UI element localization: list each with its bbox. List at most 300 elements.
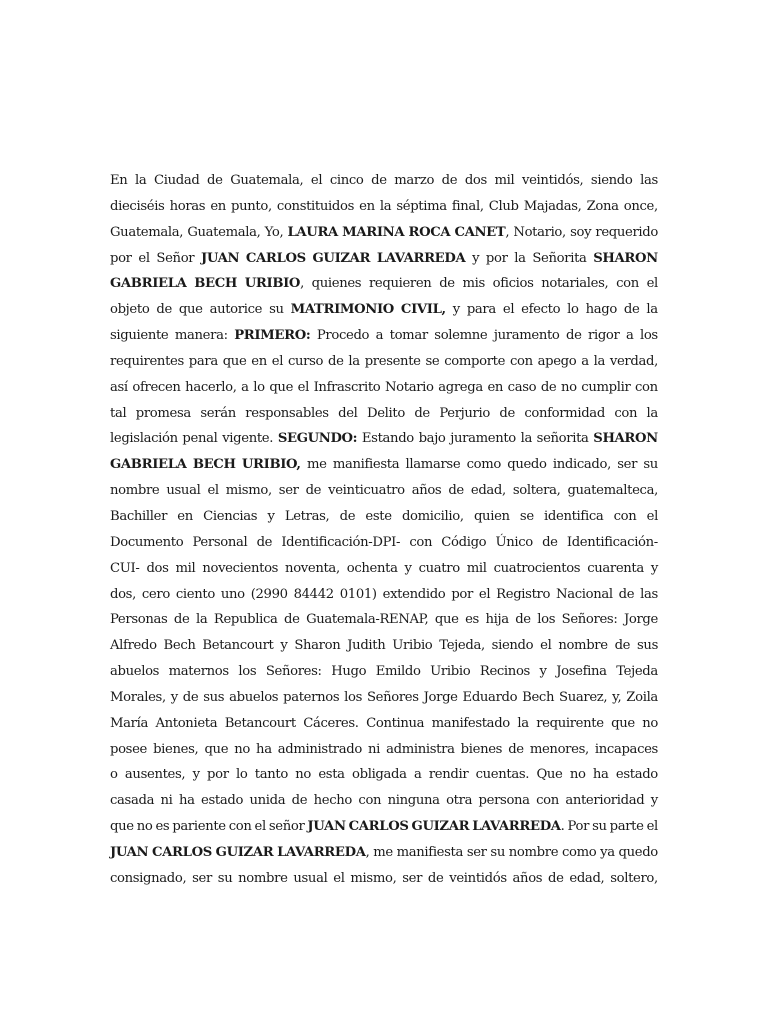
- word: [110, 866, 186, 892]
- word-text: guatemalteca,: [567, 483, 658, 499]
- word: [450, 426, 516, 452]
- word-text: veintidós,: [522, 173, 584, 188]
- word-text: de: [448, 483, 464, 499]
- word: [449, 866, 506, 892]
- word: [406, 452, 461, 478]
- word: [142, 582, 170, 608]
- bold-word: CANET: [454, 224, 506, 240]
- word: [110, 349, 184, 375]
- word-text: efecto: [521, 302, 561, 318]
- word-text: de: [328, 353, 344, 369]
- text-line: [110, 478, 658, 504]
- word: [616, 271, 639, 297]
- word-text: de: [515, 612, 531, 628]
- word-text: novecientos: [202, 560, 279, 576]
- word-text: cumplir: [581, 379, 631, 395]
- word: [307, 814, 345, 840]
- word-text: de: [614, 638, 631, 654]
- word: [414, 401, 430, 427]
- word: [153, 737, 198, 763]
- word: [496, 582, 550, 608]
- word: [194, 271, 237, 297]
- word: [110, 556, 139, 582]
- word-text: abuelos: [110, 664, 160, 680]
- word: [349, 814, 409, 840]
- word: [369, 271, 432, 297]
- word-text: con: [509, 353, 533, 369]
- word: [479, 788, 530, 814]
- word: [513, 478, 561, 504]
- word: [110, 194, 164, 220]
- word-text: Jorge: [423, 689, 458, 705]
- word: [624, 297, 640, 323]
- word-text: juramento: [493, 328, 560, 344]
- word: [187, 220, 260, 246]
- word: [110, 426, 178, 452]
- word-text: quien: [473, 508, 510, 524]
- word: [314, 375, 381, 401]
- word-text: Procedo: [316, 328, 370, 344]
- word: [461, 737, 502, 763]
- word-text: cinco: [329, 173, 364, 188]
- word: [651, 788, 658, 814]
- word-text: hago: [585, 302, 617, 318]
- word-text: serán: [200, 405, 236, 421]
- word-text: quedo: [618, 844, 658, 860]
- word-text: Bech: [163, 638, 196, 654]
- word-text: que: [269, 379, 294, 395]
- word: [388, 788, 440, 814]
- word: [647, 401, 658, 427]
- word-text: el: [646, 508, 658, 524]
- word-text: y: [650, 793, 658, 809]
- word: [202, 633, 273, 659]
- word-text: esta: [318, 767, 345, 783]
- word-text: cuatrocientos: [493, 560, 581, 576]
- text-line: [110, 194, 658, 220]
- word-text: responsables: [245, 405, 329, 421]
- word: [486, 246, 508, 272]
- text-line: [110, 607, 658, 633]
- word-text: años: [512, 870, 543, 886]
- word-text: llamarse: [405, 457, 461, 473]
- word: [377, 246, 465, 272]
- word: [635, 375, 658, 401]
- word: [110, 762, 118, 788]
- word-text: tal: [110, 405, 127, 421]
- word-text: ha: [592, 767, 609, 783]
- word: [517, 711, 528, 737]
- word: [365, 504, 391, 530]
- word: [164, 633, 196, 659]
- word-text: estado: [615, 767, 658, 783]
- word-text: rendir: [428, 767, 469, 783]
- word-text: apego: [537, 353, 577, 369]
- word: [453, 297, 460, 323]
- word-text: requerido: [595, 224, 658, 240]
- word: [204, 737, 228, 763]
- word-text: y: [452, 302, 460, 318]
- word-text: de: [441, 173, 458, 188]
- bold-word: PRIMERO:: [234, 328, 311, 344]
- text-line: [110, 401, 658, 427]
- word: [348, 349, 359, 375]
- word-text: Tejeda,: [439, 638, 485, 654]
- word: [465, 168, 487, 194]
- word: [419, 426, 446, 452]
- word: [513, 220, 566, 246]
- word-text: de: [542, 534, 558, 550]
- bold-word: GABRIELA: [110, 276, 187, 292]
- word: [540, 659, 547, 685]
- word-text: Señor: [156, 250, 195, 266]
- word: [203, 685, 224, 711]
- word-text: tanto: [254, 767, 288, 783]
- word-text: o: [110, 767, 118, 783]
- word: [647, 814, 658, 840]
- word: [520, 504, 534, 530]
- text-line: [110, 737, 658, 763]
- word: [179, 297, 203, 323]
- word: [614, 401, 637, 427]
- word-text: Suarez,: [559, 689, 608, 705]
- word: [269, 297, 284, 323]
- word-text: Único: [495, 534, 533, 550]
- word: [595, 737, 658, 763]
- word-text: vigente.: [222, 431, 274, 447]
- word-text: anterioridad: [565, 793, 645, 809]
- word: [210, 194, 226, 220]
- word-text: con: [613, 508, 637, 524]
- word: [255, 762, 288, 788]
- word-text: los: [344, 689, 363, 705]
- word: [110, 297, 149, 323]
- word: [432, 711, 510, 737]
- word: [281, 530, 400, 556]
- word: [110, 478, 159, 504]
- word-text: Tejeda: [616, 664, 658, 680]
- word-text: hacerlo,: [185, 379, 237, 395]
- word-text: de: [548, 870, 564, 886]
- word: [110, 530, 183, 556]
- word: [249, 788, 285, 814]
- word: [537, 607, 555, 633]
- word: [201, 246, 239, 272]
- word-text: bienes,: [153, 741, 199, 757]
- word-text: como: [466, 457, 501, 473]
- word-text: el: [646, 819, 658, 835]
- word: [347, 556, 398, 582]
- word-text: edad,: [470, 483, 506, 499]
- word-text: que: [178, 302, 203, 318]
- word: [556, 659, 606, 685]
- word: [390, 323, 428, 349]
- word: [394, 168, 434, 194]
- word: [265, 220, 284, 246]
- word-text: promesa: [135, 405, 191, 421]
- word: [612, 685, 621, 711]
- word: [193, 530, 248, 556]
- word: [152, 840, 212, 866]
- bold-word: JUAN: [307, 819, 346, 835]
- word-text: mis: [462, 276, 485, 292]
- word: [135, 168, 146, 194]
- word-text: dos,: [110, 586, 136, 602]
- word: [218, 866, 233, 892]
- word-text: su: [490, 844, 505, 860]
- word-text: a: [375, 328, 384, 344]
- word-text: Registro: [496, 586, 551, 602]
- word: [476, 762, 530, 788]
- word-text: no: [569, 767, 586, 783]
- bold-word: CARLOS: [245, 250, 306, 266]
- bold-word: GABRIELA: [110, 457, 187, 473]
- word: [373, 840, 393, 866]
- word: [521, 426, 532, 452]
- word: [110, 271, 187, 297]
- word: [330, 168, 364, 194]
- bold-word: LAURA: [287, 224, 338, 240]
- word-text: a: [241, 379, 249, 395]
- bold-word: MATRIMONIO: [290, 302, 394, 318]
- word-text: de: [565, 328, 582, 344]
- word: [439, 633, 485, 659]
- word: [435, 607, 459, 633]
- word: [172, 814, 225, 840]
- word-text: Señorita: [532, 250, 587, 266]
- word: [231, 194, 272, 220]
- word-text: Estando: [361, 431, 414, 447]
- word: [626, 685, 658, 711]
- word: [266, 659, 322, 685]
- word: [515, 607, 531, 633]
- word: [467, 297, 496, 323]
- word: [183, 685, 199, 711]
- word: [439, 401, 490, 427]
- word: [538, 349, 577, 375]
- text-line: [110, 633, 658, 659]
- word-text: de: [508, 741, 524, 757]
- word-text: manifiesta: [396, 844, 464, 860]
- word-text: persona: [478, 793, 530, 809]
- word-text: hija: [485, 612, 509, 628]
- word-text: y: [650, 560, 658, 576]
- word-text: notariales,: [541, 276, 609, 292]
- word: [587, 556, 644, 582]
- word-text: manifestado: [431, 715, 510, 731]
- word-text: mismo,: [350, 870, 397, 886]
- word-text: conformidad: [524, 405, 605, 421]
- text-line: [110, 814, 658, 840]
- text-line: [110, 220, 658, 246]
- word-text: la: [379, 198, 392, 214]
- word: [110, 737, 147, 763]
- word-text: Identificación-DPI-: [281, 534, 401, 550]
- word-text: dos: [464, 173, 487, 188]
- text-line: [110, 168, 658, 194]
- word: [401, 297, 446, 323]
- word-text: el: [138, 250, 150, 266]
- word-text: que: [611, 715, 635, 731]
- word-text: ciento: [175, 586, 215, 602]
- word: [269, 814, 305, 840]
- word-text: y: [404, 560, 412, 576]
- bold-word: SEGUNDO:: [277, 431, 358, 447]
- word: [562, 840, 596, 866]
- word-text: y: [280, 638, 288, 654]
- word: [291, 297, 394, 323]
- word: [110, 246, 132, 272]
- word: [454, 220, 509, 246]
- word: [493, 271, 534, 297]
- word-text: caso: [507, 379, 537, 395]
- word: [594, 349, 605, 375]
- word: [294, 633, 340, 659]
- word-text: de: [156, 302, 172, 318]
- word: [480, 659, 530, 685]
- word: [592, 814, 607, 840]
- word-text: con: [616, 276, 639, 292]
- word: [312, 271, 362, 297]
- word-text: María: [110, 715, 148, 731]
- word-text: dos: [146, 560, 169, 576]
- word: [587, 194, 619, 220]
- word-text: Guatemala-RENAP,: [306, 612, 429, 628]
- word-text: Nacional: [556, 586, 613, 602]
- word-text: a: [581, 353, 589, 369]
- word-text: nombre: [558, 638, 608, 654]
- word-text: y: [539, 664, 547, 680]
- word-text: su: [592, 819, 607, 835]
- word: [283, 685, 339, 711]
- word-text: unida: [249, 793, 286, 809]
- word: [624, 607, 658, 633]
- word-text: Personas: [110, 612, 168, 628]
- word-text: como: [561, 844, 597, 860]
- word: [492, 633, 534, 659]
- word-text: de: [618, 586, 635, 602]
- word: [536, 788, 559, 814]
- word: [588, 323, 619, 349]
- word: [548, 866, 564, 892]
- word: [452, 194, 484, 220]
- word-text: cuentas.: [475, 767, 530, 783]
- word-text: Guatemala,: [110, 224, 184, 240]
- word: [192, 866, 212, 892]
- word-text: y: [267, 508, 275, 524]
- word-text: noventa,: [285, 560, 340, 576]
- word: [278, 737, 362, 763]
- word: [402, 504, 464, 530]
- word: [600, 840, 615, 866]
- word: [110, 633, 157, 659]
- word-text: identifica: [544, 508, 604, 524]
- word: [338, 401, 357, 427]
- word-text: así: [110, 379, 128, 395]
- word: [238, 866, 287, 892]
- word: [544, 504, 603, 530]
- word-text: Que: [536, 767, 563, 783]
- word: [362, 426, 414, 452]
- word: [368, 737, 380, 763]
- word-text: extendido: [382, 586, 446, 602]
- word-text: penal: [182, 431, 218, 447]
- word: [317, 323, 369, 349]
- word: [542, 530, 558, 556]
- word: [288, 349, 323, 375]
- word-text: Hugo: [331, 664, 367, 680]
- word-text: Uribio: [392, 638, 433, 654]
- word: [442, 168, 458, 194]
- word: [303, 711, 358, 737]
- word-text: siendo: [590, 173, 633, 188]
- word-text: manera:: [174, 328, 228, 344]
- word-text: Morales,: [110, 689, 166, 705]
- word-text: ,: [300, 276, 304, 292]
- word: [465, 607, 479, 633]
- word: [561, 375, 577, 401]
- word-text: es: [155, 819, 170, 835]
- word-text: en: [251, 353, 267, 369]
- word: [175, 323, 228, 349]
- word-text: de: [182, 689, 199, 705]
- word-text: (2990: [250, 586, 288, 602]
- word: [581, 375, 630, 401]
- word: [593, 246, 658, 272]
- word-text: de: [207, 173, 223, 188]
- word: [371, 168, 387, 194]
- word-text: domicilio,: [401, 508, 464, 524]
- word-text: el: [297, 379, 309, 395]
- word-text: a: [413, 767, 422, 783]
- word: [509, 840, 558, 866]
- word: [414, 762, 422, 788]
- word-text: posee: [110, 741, 148, 757]
- word: [156, 246, 194, 272]
- word: [559, 685, 607, 711]
- word-text: consignado,: [110, 870, 187, 886]
- word-text: de: [414, 405, 430, 421]
- word-text: Personal: [192, 534, 248, 550]
- bold-word: URIBIO: [244, 276, 301, 292]
- word: [412, 478, 442, 504]
- word-text: dieciséis: [110, 198, 165, 214]
- word-text: ninguna: [387, 793, 440, 809]
- word-text: verdad,: [609, 353, 658, 369]
- word: [408, 220, 450, 246]
- word: [110, 323, 168, 349]
- word: [541, 271, 608, 297]
- bold-word: CARLOS: [348, 819, 409, 835]
- word: [467, 556, 487, 582]
- word-text: con: [536, 793, 559, 809]
- word: [507, 452, 546, 478]
- word: [293, 866, 327, 892]
- word-text: que: [110, 819, 134, 835]
- word: [503, 297, 514, 323]
- word: [479, 582, 490, 608]
- word: [510, 349, 533, 375]
- word: [646, 297, 657, 323]
- word: [651, 556, 658, 582]
- word-text: Guatemala,: [230, 173, 304, 188]
- word: [567, 297, 578, 323]
- word: [313, 246, 371, 272]
- text-line: [110, 375, 658, 401]
- word: [490, 840, 505, 866]
- word: [522, 685, 554, 711]
- word: [430, 659, 470, 685]
